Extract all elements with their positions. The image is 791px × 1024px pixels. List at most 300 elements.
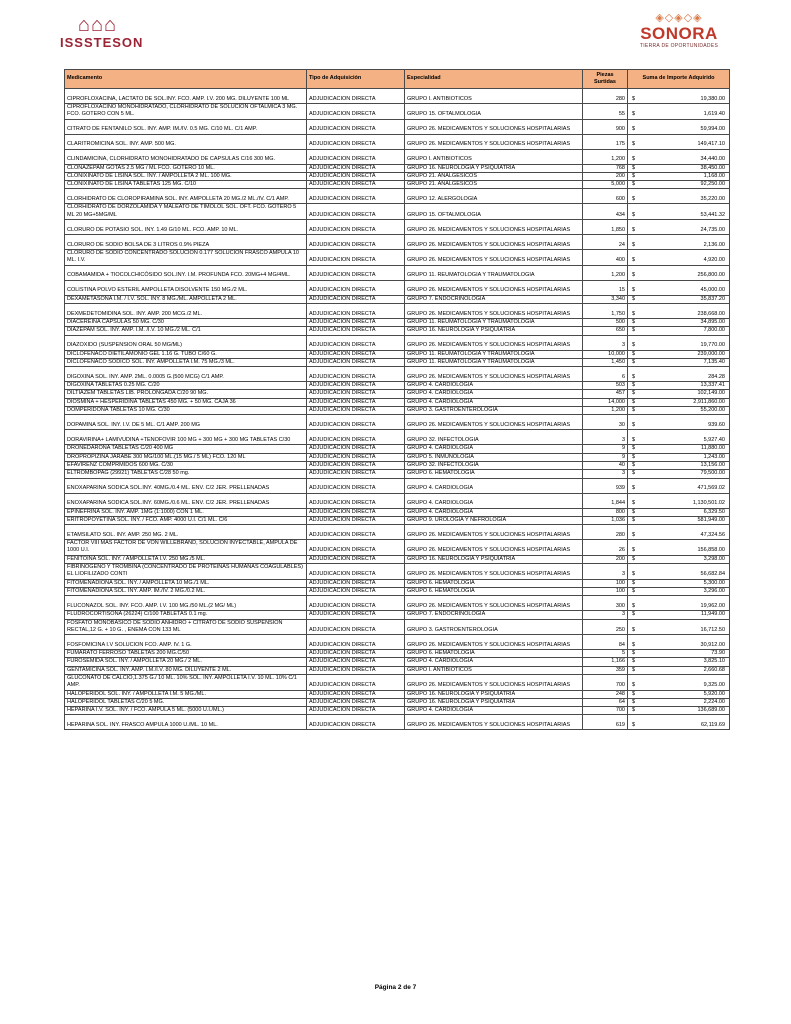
amount-value: 4,920.00 (703, 257, 725, 264)
cell-especialidad: GRUPO 21. ANALGÉSICOS (405, 181, 583, 189)
cell-tipo: ADJUDICACION DIRECTA (307, 470, 405, 478)
cell-medicamento: DIOSMINA + HESPERIDINA TABLETAS 450 MG. + 50 MG. CAJA 36 (65, 398, 307, 406)
page-number: Página 2 de 7 (374, 984, 417, 991)
amount-value: 11,949.00 (700, 611, 725, 618)
cell-piezas: 175 (583, 134, 628, 149)
cell-especialidad: GRUPO 15. OFTALMOLOGIA (405, 104, 583, 120)
cell-piezas: 3 (583, 564, 628, 580)
cell-medicamento: HALOPERIDOL TABLETAS C/20 5 MG. (65, 698, 307, 706)
cell-tipo: ADJUDICACION DIRECTA (307, 707, 405, 715)
cell-especialidad: GRUPO 26. MEDICAMENTOS Y SOLUCIONES HOSPITALARIAS (405, 596, 583, 611)
cell-importe (628, 540, 730, 556)
cell-medicamento: EFAVIRENZ COMPRMIDOS 600 MG. C/30 (65, 461, 307, 469)
cell-medicamento: CLINDAMICINA, CLORHIDRATO MONOHIDRATADO DE CAPSULAS C/16 300 MG. (65, 149, 307, 164)
amount-value: 9,325.00 (703, 682, 725, 689)
cell-importe (628, 508, 730, 516)
cell-piezas: 800 (583, 508, 628, 516)
table-row (65, 525, 730, 540)
cell-tipo: ADJUDICACION DIRECTA (307, 415, 405, 430)
cell-importe (628, 220, 730, 235)
cell-tipo: ADJUDICACION DIRECTA (307, 555, 405, 563)
cell-piezas: 30 (583, 415, 628, 430)
table-row (65, 579, 730, 587)
table-row (65, 204, 730, 220)
cell-medicamento: CLONIXINATO DE LISINA SOL. INY. / AMPOLLETA 2 ML. 100 MG. (65, 172, 307, 180)
currency-symbol: $ (632, 327, 636, 334)
cell-tipo: ADJUDICACION DIRECTA (307, 280, 405, 295)
amount-value: 156,858.00 (697, 547, 725, 554)
col-header-importe: Suma de Importe Adquirido (628, 70, 730, 89)
issteson-logo (60, 14, 144, 54)
cell-especialidad: GRUPO 16. NEUROLOGIA Y PSIQUIATRIA (405, 555, 583, 563)
cell-especialidad: GRUPO 26. MEDICAMENTOS Y SOLUCIONES HOSPITALARIAS (405, 564, 583, 580)
cell-tipo: ADJUDICACION DIRECTA (307, 508, 405, 516)
cell-especialidad: GRUPO 4. CARDIOLOGIA (405, 478, 583, 493)
cell-medicamento: HEPARINA SOL. INY. FRASCO AMPULA 1000 U./ML. 10 ML. (65, 715, 307, 730)
table-row (65, 445, 730, 453)
cell-especialidad: GRUPO 4. CARDIOLOGIA (405, 398, 583, 406)
amount-value: 79,500.00 (700, 470, 725, 477)
cell-medicamento: FOSFOMICINA I.V SOLUCION FCO. AMP. IV. 1 G. (65, 635, 307, 650)
currency-symbol: $ (632, 722, 636, 729)
cell-piezas: 1,200 (583, 265, 628, 280)
cell-importe (628, 516, 730, 524)
table-row (65, 555, 730, 563)
currency-symbol: $ (632, 485, 636, 492)
cell-piezas: 5,000 (583, 181, 628, 189)
cell-especialidad: GRUPO 3. GASTROENTEROLOGIA (405, 619, 583, 635)
cell-especialidad: GRUPO 26. MEDICAMENTOS Y SOLUCIONES HOSPITALARIAS (405, 250, 583, 266)
table-row (65, 707, 730, 715)
cell-piezas: 768 (583, 164, 628, 172)
currency-symbol: $ (632, 571, 636, 578)
cell-importe (628, 181, 730, 189)
table-row (65, 698, 730, 706)
table-row (65, 149, 730, 164)
table-row (65, 164, 730, 172)
currency-symbol: $ (632, 641, 636, 648)
cell-especialidad: GRUPO 26. MEDICAMENTOS Y SOLUCIONES HOSPITALARIAS (405, 525, 583, 540)
amount-value: 24,735.00 (700, 226, 725, 233)
currency-symbol: $ (632, 547, 636, 554)
cell-especialidad: GRUPO 6. HEMATOLOGIA (405, 650, 583, 658)
cell-tipo: ADJUDICACION DIRECTA (307, 596, 405, 611)
cell-piezas: 200 (583, 555, 628, 563)
cell-importe (628, 587, 730, 595)
cell-tipo: ADJUDICACION DIRECTA (307, 579, 405, 587)
cell-tipo: ADJUDICACION DIRECTA (307, 430, 405, 445)
cell-importe (628, 172, 730, 180)
cell-medicamento: CLORHIDRATO DE CLOROPIRAMINA SOL. INY. AMPOLLETA 20 MG./2 ML./IV. C/1 AMP. (65, 189, 307, 204)
table-row (65, 587, 730, 595)
currency-symbol: $ (632, 587, 636, 594)
cell-tipo: ADJUDICACION DIRECTA (307, 104, 405, 120)
cell-medicamento: ERITROPOYETINA SOL. INY. / FCO. AMP. 4000 U.I. C/1 ML. C/6 (65, 516, 307, 524)
cell-piezas: 359 (583, 666, 628, 674)
cell-especialidad: GRUPO 12. ALERGOLOGIA (405, 189, 583, 204)
amount-value: 53,441.32 (700, 211, 725, 218)
cell-medicamento: FITOMENADIONA SOL. INY. / AMPOLLETA 10 MG./1 ML. (65, 579, 307, 587)
cell-importe (628, 525, 730, 540)
cell-tipo: ADJUDICACION DIRECTA (307, 89, 405, 104)
cell-importe (628, 698, 730, 706)
cell-medicamento: COBAMAMIDA + TIOCOLCHICÓSIDO SOL.INY. I.M. PROFUNDA FCO. 20MG+4 MG/4ML. (65, 265, 307, 280)
amount-value: 16,712.50 (700, 626, 725, 633)
cell-especialidad: GRUPO 11. REUMATOLOGIA Y TRAUMATOLOGIA (405, 318, 583, 326)
cell-tipo: ADJUDICACION DIRECTA (307, 327, 405, 335)
cell-piezas: 3 (583, 470, 628, 478)
cell-piezas: 1,036 (583, 516, 628, 524)
cell-tipo: ADJUDICACION DIRECTA (307, 674, 405, 690)
table-row (65, 172, 730, 180)
cell-piezas: 939 (583, 478, 628, 493)
cell-importe (628, 666, 730, 674)
cell-tipo: ADJUDICACION DIRECTA (307, 715, 405, 730)
cell-piezas: 400 (583, 250, 628, 266)
cell-importe (628, 579, 730, 587)
amount-value: 5,300.00 (703, 579, 725, 586)
medications-table (64, 69, 730, 730)
cell-importe (628, 303, 730, 318)
cell-medicamento: ENOXAPARINA SODICA SOL.INY. 40MG./0.4 ML. ENV. C/2 JER. PRELLENADAS (65, 478, 307, 493)
currency-symbol: $ (632, 272, 636, 279)
cell-especialidad: GRUPO 26. MEDICAMENTOS Y SOLUCIONES HOSPITALARIAS (405, 367, 583, 382)
cell-medicamento: DIAZEPAM SOL. INY. AMP. I.M. /I.V. 10 MG./2 ML. C/1 (65, 327, 307, 335)
amount-value: 56,682.84 (700, 571, 725, 578)
table-row (65, 564, 730, 580)
cell-tipo: ADJUDICACION DIRECTA (307, 493, 405, 508)
table-row (65, 470, 730, 478)
currency-symbol: $ (632, 611, 636, 618)
cell-medicamento: FOSFATO MONOBASICO DE SODIO ANHIDRO + CITRATO DE SODIO SUSPENSIÓN RECTAL,12 G. + 10 G. , ENEMA CON 133 ML (65, 619, 307, 635)
cell-especialidad: GRUPO 11. REUMATOLOGIA Y TRAUMATOLOGIA (405, 358, 583, 366)
cell-medicamento: CIPROFLOXACINA, LACTATO DE SOL.INY. FCO. AMP. I.V. 200 MG. DILUYENTE 100 ML (65, 89, 307, 104)
currency-symbol: $ (632, 257, 636, 264)
cell-medicamento: CITRATO DE FENTANILO SOL. INY. AMP. IM./IV. 0.5 MG. C/10 ML. C/1 AMP. (65, 119, 307, 134)
cell-importe (628, 470, 730, 478)
amount-value: 3,298.00 (703, 555, 725, 562)
amount-value: 45,000.00 (700, 287, 725, 294)
amount-value: 7,800.00 (703, 327, 725, 334)
cell-tipo: ADJUDICACION DIRECTA (307, 172, 405, 180)
cell-especialidad: GRUPO 26. MEDICAMENTOS Y SOLUCIONES HOSPITALARIAS (405, 715, 583, 730)
cell-medicamento: DROPROPIZINA JARABE 300 MG/100 ML.(15 MG./ 5 ML) FCO. 120 ML (65, 453, 307, 461)
cell-importe (628, 189, 730, 204)
table-row (65, 295, 730, 303)
amount-value: 3,825.10 (703, 658, 725, 665)
cell-medicamento: CLARITROMICINA SOL. INY. AMP. 500 MG. (65, 134, 307, 149)
table-row (65, 430, 730, 445)
cell-medicamento: CLONIXINATO DE LISINA TABLETAS 125 MG. C/10 (65, 181, 307, 189)
cell-medicamento: CLORHIDRATO DE DORZOLAMIDA Y MALEATO DE TIMOLOL SOL. OFT. FCO. GOTERO 5 ML 20 MG+5MG/ML (65, 204, 307, 220)
cell-tipo: ADJUDICACION DIRECTA (307, 204, 405, 220)
cell-tipo: ADJUDICACION DIRECTA (307, 318, 405, 326)
amount-value: 284.28 (708, 373, 725, 380)
table-row (65, 134, 730, 149)
table-row (65, 119, 730, 134)
cell-especialidad: GRUPO I. ANTIBIOTICOS (405, 89, 583, 104)
cell-especialidad: GRUPO 26. MEDICAMENTOS Y SOLUCIONES HOSPITALARIAS (405, 635, 583, 650)
cell-tipo: ADJUDICACION DIRECTA (307, 540, 405, 556)
table-row (65, 318, 730, 326)
currency-symbol: $ (632, 350, 636, 357)
table-row (65, 690, 730, 698)
cell-medicamento: FENITOINA SOL. INY. / AMPOLLETA I.V. 250 MG./5 ML. (65, 555, 307, 563)
cell-medicamento: ETAMSILATO SOL. INY. AMP. 250 MG. 2 ML. (65, 525, 307, 540)
cell-piezas: 600 (583, 189, 628, 204)
table-row (65, 658, 730, 666)
table-row (65, 250, 730, 266)
cell-piezas: 900 (583, 119, 628, 134)
cell-piezas: 24 (583, 235, 628, 250)
cell-piezas: 1,200 (583, 407, 628, 415)
cell-especialidad: GRUPO 4. CARDIOLOGIA (405, 658, 583, 666)
amount-value: 30,912.00 (700, 641, 725, 648)
cell-tipo: ADJUDICACION DIRECTA (307, 516, 405, 524)
family-icon: ⌂⌂⌂ (77, 14, 118, 36)
cell-especialidad: GRUPO 26. MEDICAMENTOS Y SOLUCIONES HOSPITALARIAS (405, 280, 583, 295)
cell-especialidad: GRUPO 21. ANALGÉSICOS (405, 172, 583, 180)
cell-piezas: 250 (583, 619, 628, 635)
amount-value: 13,337.41 (700, 382, 725, 389)
cell-piezas: 3 (583, 430, 628, 445)
currency-symbol: $ (632, 690, 636, 697)
cell-medicamento: ELTROMBOPAG (29921) TABLETAS C/28 50 mg. (65, 470, 307, 478)
currency-symbol: $ (632, 531, 636, 538)
table-row (65, 453, 730, 461)
currency-symbol: $ (632, 196, 636, 203)
cell-piezas: 280 (583, 89, 628, 104)
currency-symbol: $ (632, 172, 636, 179)
cell-especialidad: GRUPO 3. GASTROENTEROLOGIA (405, 407, 583, 415)
cell-piezas: 6 (583, 367, 628, 382)
currency-symbol: $ (632, 453, 636, 460)
cell-medicamento: DICLOFENACO DIETILAMONIO GEL 1.16 G. TUBO C/60 G. (65, 350, 307, 358)
cell-piezas: 84 (583, 635, 628, 650)
cell-importe (628, 149, 730, 164)
amount-value: 35,837.20 (700, 295, 725, 302)
cell-tipo: ADJUDICACION DIRECTA (307, 690, 405, 698)
cell-especialidad: GRUPO 6. HEMATOLOGIA (405, 579, 583, 587)
cell-importe (628, 690, 730, 698)
cell-piezas: 248 (583, 690, 628, 698)
amount-value: 62,119.69 (700, 722, 725, 729)
currency-symbol: $ (632, 287, 636, 294)
cell-importe (628, 707, 730, 715)
cell-importe (628, 596, 730, 611)
amount-value: 47,324.56 (700, 531, 725, 538)
cell-importe (628, 250, 730, 266)
cell-piezas: 503 (583, 382, 628, 390)
cell-piezas: 650 (583, 327, 628, 335)
cell-piezas: 700 (583, 674, 628, 690)
cell-medicamento: DRONEDARONA TABLETAS C/20 400 MG (65, 445, 307, 453)
cell-importe (628, 445, 730, 453)
cell-tipo: ADJUDICACION DIRECTA (307, 181, 405, 189)
cell-especialidad: GRUPO 26. MEDICAMENTOS Y SOLUCIONES HOSPITALARIAS (405, 119, 583, 134)
cell-importe (628, 280, 730, 295)
col-header-medicamento: Medicamento (65, 70, 307, 89)
cell-medicamento: CLORURO DE SODIO BOLSA DE 3 LITROS 0.9% PIEZA (65, 235, 307, 250)
cell-especialidad: GRUPO 4. CARDIOLOGIA (405, 445, 583, 453)
amount-value: 7,135.40 (703, 358, 725, 365)
cell-tipo: ADJUDICACION DIRECTA (307, 666, 405, 674)
amount-value: 35,220.00 (700, 196, 725, 203)
cell-piezas: 14,000 (583, 398, 628, 406)
cell-especialidad: GRUPO 7. ENDOCRINOLOGIA (405, 611, 583, 619)
amount-value: 1,168.00 (703, 172, 725, 179)
currency-symbol: $ (632, 211, 636, 218)
cell-piezas: 1,844 (583, 493, 628, 508)
amount-value: 1,130,501.02 (692, 500, 725, 507)
cell-tipo: ADJUDICACION DIRECTA (307, 398, 405, 406)
cell-importe (628, 89, 730, 104)
table-row (65, 367, 730, 382)
currency-symbol: $ (632, 658, 636, 665)
table-row (65, 235, 730, 250)
currency-symbol: $ (632, 342, 636, 349)
cell-piezas: 3 (583, 611, 628, 619)
cell-piezas: 15 (583, 280, 628, 295)
cell-especialidad: GRUPO I. ANTIBIOTICOS (405, 666, 583, 674)
cell-importe (628, 235, 730, 250)
cell-piezas: 9 (583, 445, 628, 453)
cell-medicamento: DIAZOXIDO (SUSPENSION ORAL 50 MG/ML) (65, 335, 307, 350)
sonora-wordmark: SONORA (640, 24, 718, 43)
amount-value: 471,569.02 (697, 485, 725, 492)
cell-especialidad: GRUPO 32. INFECTOLOGIA (405, 430, 583, 445)
table-row (65, 493, 730, 508)
currency-symbol: $ (632, 626, 636, 633)
cell-piezas: 5 (583, 650, 628, 658)
cell-importe (628, 650, 730, 658)
table-row (65, 508, 730, 516)
ornament-icon: ◈◇◈◇◈ (655, 12, 703, 24)
cell-tipo: ADJUDICACION DIRECTA (307, 453, 405, 461)
currency-symbol: $ (632, 422, 636, 429)
cell-importe (628, 415, 730, 430)
cell-piezas: 300 (583, 596, 628, 611)
cell-piezas: 700 (583, 707, 628, 715)
currency-symbol: $ (632, 500, 636, 507)
cell-importe (628, 635, 730, 650)
cell-tipo: ADJUDICACION DIRECTA (307, 461, 405, 469)
cell-tipo: ADJUDICACION DIRECTA (307, 358, 405, 366)
cell-piezas: 9 (583, 453, 628, 461)
sonora-tagline: TIERRA DE OPORTUNIDADES (639, 43, 719, 49)
cell-medicamento: GLUCONATO DE CALCIO,1.375 G./ 10 ML. 10% SOL. INY. AMPOLLETA I.V. 10 ML. 10% C/1 AMP. (65, 674, 307, 690)
cell-tipo: ADJUDICACION DIRECTA (307, 611, 405, 619)
cell-tipo: ADJUDICACION DIRECTA (307, 382, 405, 390)
cell-importe (628, 265, 730, 280)
table-row (65, 382, 730, 390)
cell-piezas: 1,850 (583, 220, 628, 235)
table-row (65, 189, 730, 204)
cell-importe (628, 611, 730, 619)
table-row (65, 390, 730, 398)
amount-value: 34,440.00 (700, 156, 725, 163)
amount-value: 6,329.50 (703, 508, 725, 515)
cell-tipo: ADJUDICACION DIRECTA (307, 445, 405, 453)
currency-symbol: $ (632, 164, 636, 171)
cell-especialidad: GRUPO 11. REUMATOLOGIA Y TRAUMATOLOGIA (405, 265, 583, 280)
table-row (65, 415, 730, 430)
currency-symbol: $ (632, 407, 636, 414)
cell-especialidad: GRUPO 32. INFECTOLOGIA (405, 461, 583, 469)
currency-symbol: $ (632, 382, 636, 389)
cell-tipo: ADJUDICACION DIRECTA (307, 407, 405, 415)
cell-piezas: 1,200 (583, 149, 628, 164)
cell-especialidad: GRUPO 4. CARDIOLOGIA (405, 493, 583, 508)
cell-especialidad: GRUPO 26. MEDICAMENTOS Y SOLUCIONES HOSPITALARIAS (405, 540, 583, 556)
cell-tipo: ADJUDICACION DIRECTA (307, 525, 405, 540)
cell-piezas: 26 (583, 540, 628, 556)
cell-tipo: ADJUDICACION DIRECTA (307, 164, 405, 172)
cell-importe (628, 295, 730, 303)
cell-medicamento: DILTIAZEM TABLETAS LIB. PROLONGADA C/20 90 MG. (65, 390, 307, 398)
amount-value: 11,880.00 (700, 445, 725, 452)
table-row (65, 265, 730, 280)
cell-medicamento: DOMPERIDONA TABLETAS 10 MG. C/30 (65, 407, 307, 415)
table-row (65, 619, 730, 635)
cell-importe (628, 619, 730, 635)
cell-tipo: ADJUDICACION DIRECTA (307, 250, 405, 266)
table-row (65, 635, 730, 650)
cell-especialidad: GRUPO I. ANTIBIOTICOS (405, 149, 583, 164)
cell-tipo: ADJUDICACION DIRECTA (307, 635, 405, 650)
currency-symbol: $ (632, 445, 636, 452)
currency-symbol: $ (632, 398, 636, 405)
cell-piezas: 1,166 (583, 658, 628, 666)
amount-value: 256,800.00 (697, 272, 725, 279)
table-row (65, 478, 730, 493)
currency-symbol: $ (632, 516, 636, 523)
currency-symbol: $ (632, 181, 636, 188)
cell-medicamento: DICLOFENACO SODICO SOL. INY. AMPOLLETA I.M. 75 MG./3 ML. (65, 358, 307, 366)
cell-importe (628, 715, 730, 730)
amount-value: 2,224.00 (703, 698, 725, 705)
currency-symbol: $ (632, 111, 636, 118)
currency-symbol: $ (632, 318, 636, 325)
cell-piezas: 100 (583, 579, 628, 587)
cell-especialidad: GRUPO 15. OFTALMOLOGIA (405, 204, 583, 220)
amount-value: 239,000.00 (697, 350, 725, 357)
cell-tipo: ADJUDICACION DIRECTA (307, 189, 405, 204)
cell-tipo: ADJUDICACION DIRECTA (307, 478, 405, 493)
amount-value: 1,619.40 (703, 111, 725, 118)
cell-medicamento: HALOPERIDOL SOL. INY. / AMPOLLETA I.M. 5 MG./ML. (65, 690, 307, 698)
cell-piezas: 40 (583, 461, 628, 469)
amount-value: 102,149.00 (697, 390, 725, 397)
cell-medicamento: FUMARATO FERROSO TABLETAS 200 MG.C/50 (65, 650, 307, 658)
cell-medicamento: EPINEFRINA SOL. INY. AMP. 1MG (1:1000) CON 1 ML. (65, 508, 307, 516)
cell-medicamento: DEXAMETASONA I.M. / I.V. SOL. INY. 8 MG./ML. AMPOLLETA 2 ML. (65, 295, 307, 303)
table-row (65, 335, 730, 350)
cell-especialidad: GRUPO 9. UROLOGIA Y NEFROLOGIA (405, 516, 583, 524)
amount-value: 19,380.00 (700, 95, 725, 102)
amount-value: 92,250.00 (700, 181, 725, 188)
cell-importe (628, 658, 730, 666)
cell-tipo: ADJUDICACION DIRECTA (307, 149, 405, 164)
table-row (65, 516, 730, 524)
cell-especialidad: GRUPO 6. HEMATOLOGIA (405, 587, 583, 595)
cell-medicamento: FITOMENADIONA SOL. INY. AMP. IM./IV. 2 MG./0.2 ML. (65, 587, 307, 595)
amount-value: 34,895.00 (700, 318, 725, 325)
cell-piezas: 619 (583, 715, 628, 730)
cell-medicamento: GENTAMICINA SOL. INY. AMP. I.M./I.V. 80 MG. DILUYENTE 2 ML. (65, 666, 307, 674)
cell-importe (628, 555, 730, 563)
cell-importe (628, 493, 730, 508)
